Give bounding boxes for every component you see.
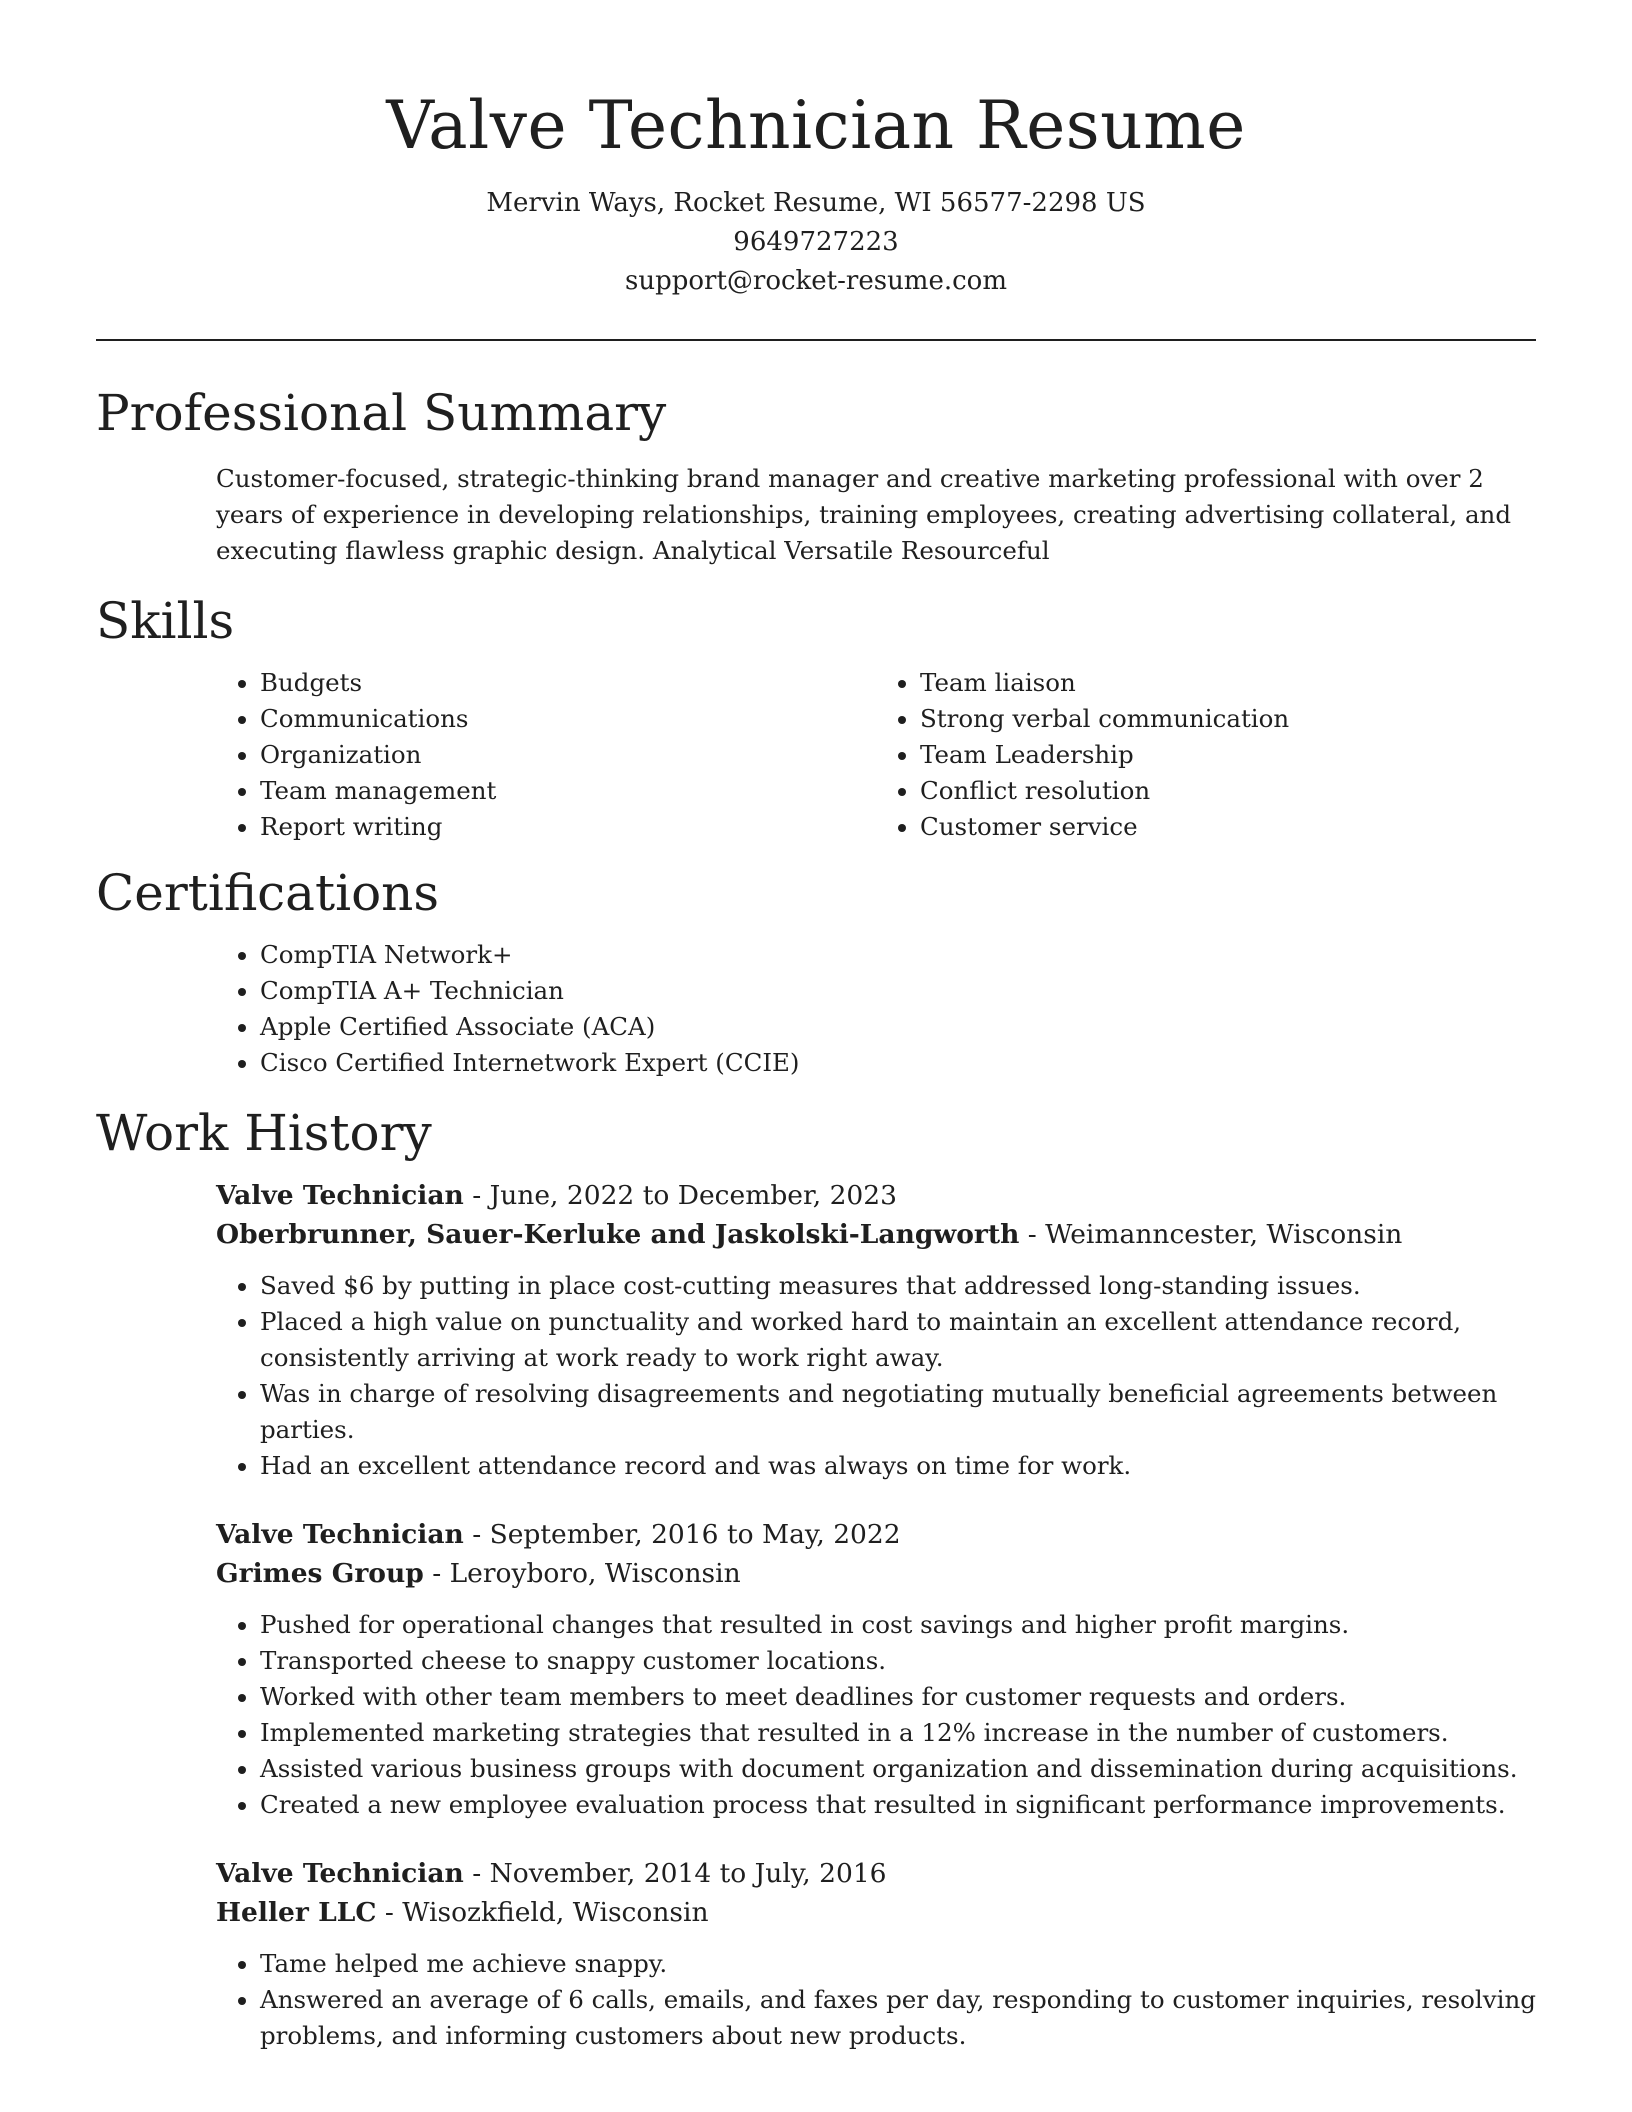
contact-phone: 9649727223 [733, 227, 899, 257]
skills-column-left [216, 665, 876, 845]
job-dates: - November, 2014 to July, 2016 [463, 1858, 887, 1889]
summary-heading: Professional Summary [96, 384, 667, 442]
job-company: Grimes Group [216, 1557, 424, 1589]
work-history-heading: Work History [96, 1104, 432, 1162]
skills-column-right [876, 665, 1536, 845]
job-title-line [216, 1177, 1536, 1216]
summary-text: Customer-focused, strategic-thinking brand manager and creative marketing professional with over 2 years of experience in developing relationships, training employees, creating advertising collateral, and executing flawless graphic design. Analytical Versatile Resourceful [216, 464, 1512, 565]
skill-item: • Budgets [260, 665, 876, 701]
certification-item: • CompTIA A+ Technician [260, 973, 1536, 1009]
job-entry [96, 1516, 1536, 1823]
job-title-line [216, 1855, 1536, 1894]
job-bullet: • Was in charge of resolving disagreements and negotiating mutually beneficial agreements between parties. [260, 1376, 1536, 1448]
job-entry [96, 1177, 1536, 1484]
skill-item: • Organization [260, 737, 876, 773]
certification-item: • Cisco Certified Internetwork Expert (CCIE) [260, 1045, 1536, 1081]
job-company-line [216, 1216, 1536, 1255]
skill-item: • Report writing [260, 809, 876, 845]
contact-block [96, 184, 1536, 301]
job-location: - Leroyboro, Wisconsin [423, 1557, 741, 1589]
job-location: - Wisozkfield, Wisconsin [376, 1896, 709, 1928]
skills-list [216, 665, 1536, 845]
job-company-line [216, 1555, 1536, 1594]
job-bullet: • Saved $6 by putting in place cost-cutting measures that addressed long-standing issues. [260, 1268, 1536, 1304]
skill-item: • Customer service [920, 809, 1536, 845]
job-entry [96, 1855, 1536, 2054]
job-bullet: • Had an excellent attendance record and was always on time for work. [260, 1448, 1536, 1484]
job-bullets [216, 1946, 1536, 2054]
job-company: Oberbrunner, Sauer-Kerluke and Jaskolski-Langworth [216, 1218, 1020, 1250]
job-bullet: • Transported cheese to snappy customer locations. [260, 1643, 1536, 1679]
job-location: - Weimanncester, Wisconsin [1019, 1218, 1403, 1250]
job-bullet: • Assisted various business groups with document organization and dissemination during acquisitions. [260, 1751, 1536, 1787]
job-bullet: • Implemented marketing strategies that resulted in a 12% increase in the number of customers. [260, 1715, 1536, 1751]
skill-item: • Communications [260, 701, 876, 737]
job-dates: - June, 2022 to December, 2023 [463, 1180, 898, 1211]
skill-item: • Team management [260, 773, 876, 809]
skill-item: • Conflict resolution [920, 773, 1536, 809]
job-title-line [216, 1516, 1536, 1555]
job-dates: - September, 2016 to May, 2022 [463, 1519, 901, 1550]
skill-item: • Team liaison [920, 665, 1536, 701]
resume-page [96, 0, 1536, 2054]
resume-title: Valve Technician Resume [386, 87, 1246, 164]
job-company-line [216, 1894, 1536, 1933]
job-bullet: • Tame helped me achieve snappy. [260, 1946, 1536, 1982]
contact-email: support@rocket-resume.com [624, 266, 1007, 296]
job-bullets [216, 1607, 1536, 1823]
certifications-list [216, 937, 1536, 1081]
job-bullet: • Created a new employee evaluation process that resulted in significant performance improvements. [260, 1787, 1536, 1823]
skills-heading: Skills [96, 592, 235, 650]
job-bullet: • Pushed for operational changes that resulted in cost savings and higher profit margins. [260, 1607, 1536, 1643]
job-title: Valve Technician [216, 1519, 464, 1550]
certification-item: • CompTIA Network+ [260, 937, 1536, 973]
skill-item: • Team Leadership [920, 737, 1536, 773]
job-company: Heller LLC [216, 1896, 377, 1928]
job-bullet: • Placed a high value on punctuality and worked hard to maintain an excellent attendance record, consistently arriving at work ready to work right away. [260, 1304, 1536, 1376]
job-bullet: • Answered an average of 6 calls, emails, and faxes per day, responding to customer inquiries, resolving problems, and informing customers about new products. [260, 1982, 1536, 2054]
job-title: Valve Technician [216, 1858, 464, 1889]
header-divider [96, 339, 1536, 341]
contact-address: Mervin Ways, Rocket Resume, WI 56577-2298 US [486, 188, 1146, 218]
certifications-heading: Certifications [96, 864, 440, 922]
job-title: Valve Technician [216, 1180, 464, 1211]
certification-item: • Apple Certified Associate (ACA) [260, 1009, 1536, 1045]
job-bullet: • Worked with other team members to meet deadlines for customer requests and orders. [260, 1679, 1536, 1715]
job-bullets [216, 1268, 1536, 1484]
skill-item: • Strong verbal communication [920, 701, 1536, 737]
